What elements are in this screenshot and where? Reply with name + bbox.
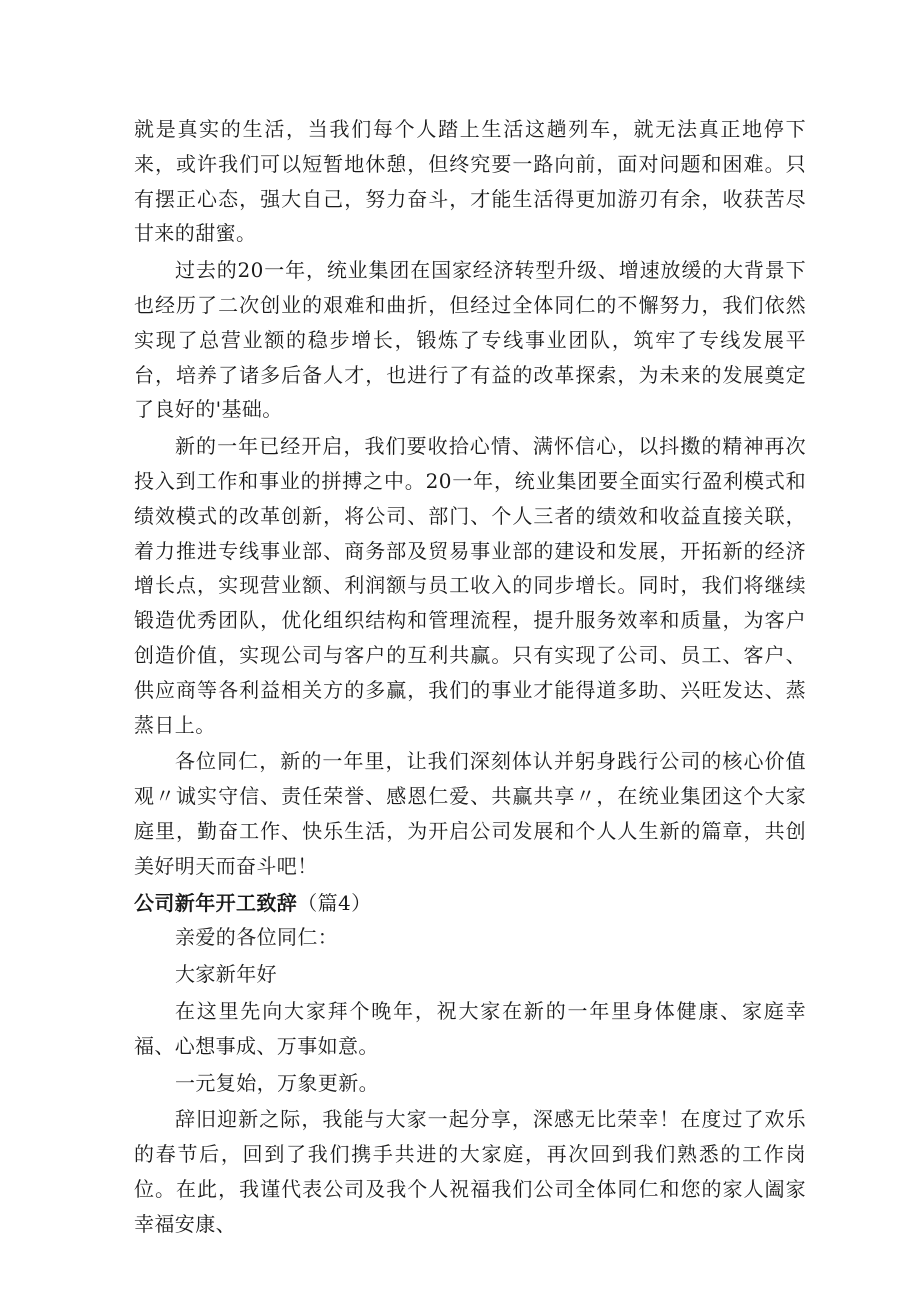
section-heading <box>134 886 806 921</box>
section-heading-number: （篇4） <box>297 890 372 915</box>
paragraph-1: 就是真实的生活，当我们每个人踏上生活这趟列车，就无法真正地停下来，或许我们可以短暂地休憩，但终究要一路向前，面对问题和困难。只有摆正心态，强大自己，努力奋斗，才能生活得更加游刃有余，收获苦尽甘来的甜蜜。 <box>134 117 806 246</box>
paragraph-7: 辞旧迎新之际，我能与大家一起分享，深感无比荣幸！在度过了欢乐的春节后，回到了我们携手共进的大家庭，再次回到我们熟悉的工作岗位。在此，我谨代表公司及我个人祝福我们公司全体同仁和您的家人阖家幸福安康、 <box>134 1107 806 1236</box>
paragraph-6: 一元复始，万象更新。 <box>175 1070 379 1095</box>
section-heading-title: 公司新年开工致辞 <box>134 890 298 915</box>
paragraph-4: 各位同仁，新的一年里，让我们深刻体认并躬身践行公司的核心价值观〃诚实守信、责任荣誉、感恩仁爱、共赢共享〃，在统业集团这个大家庭里，勤奋工作、快乐生活，为开启公司发展和个人人生新的篇章，共创美好明天而奋斗吧！ <box>134 749 806 878</box>
paragraph-3: 新的一年已经开启，我们要收拾心情、满怀信心，以抖擞的精神再次投入到工作和事业的拼搏之中。20一年，统业集团要全面实行盈利模式和绩效模式的改革创新，将公司、部门、个人三者的绩效和收益直接关联，着力推进专线事业部、商务部及贸易事业部的建设和发展，开拓新的经济增长点，实现营业额、利润额与员工收入的同步增长。同时，我们将继续锻造优秀团队，优化组织结构和管理流程，提升服务效率和质量，为客户创造价值，实现公司与客户的互利共赢。只有实现了公司、员工、客户、供应商等各利益相关方的多赢，我们的事业才能得道多助、兴旺发达、蒸蒸日上。 <box>134 434 806 737</box>
document-body <box>134 112 806 1244</box>
paragraph-5: 在这里先向大家拜个晚年，祝大家在新的一年里身体健康、家庭幸福、心想事成、万事如意。 <box>134 998 806 1058</box>
paragraph-2: 过去的20一年，统业集团在国家经济转型升级、增速放缓的大背景下也经历了二次创业的艰难和曲折，但经过全体同仁的不懈努力，我们依然实现了总营业额的稳步增长，锻炼了专线事业团队，筑牢了专线发展平台，培养了诸多后备人才，也进行了有益的改革探索，为未来的发展奠定了良好的'基础。 <box>134 258 806 422</box>
greeting: 大家新年好 <box>175 962 277 987</box>
salutation: 亲爱的各位同仁： <box>175 925 339 950</box>
